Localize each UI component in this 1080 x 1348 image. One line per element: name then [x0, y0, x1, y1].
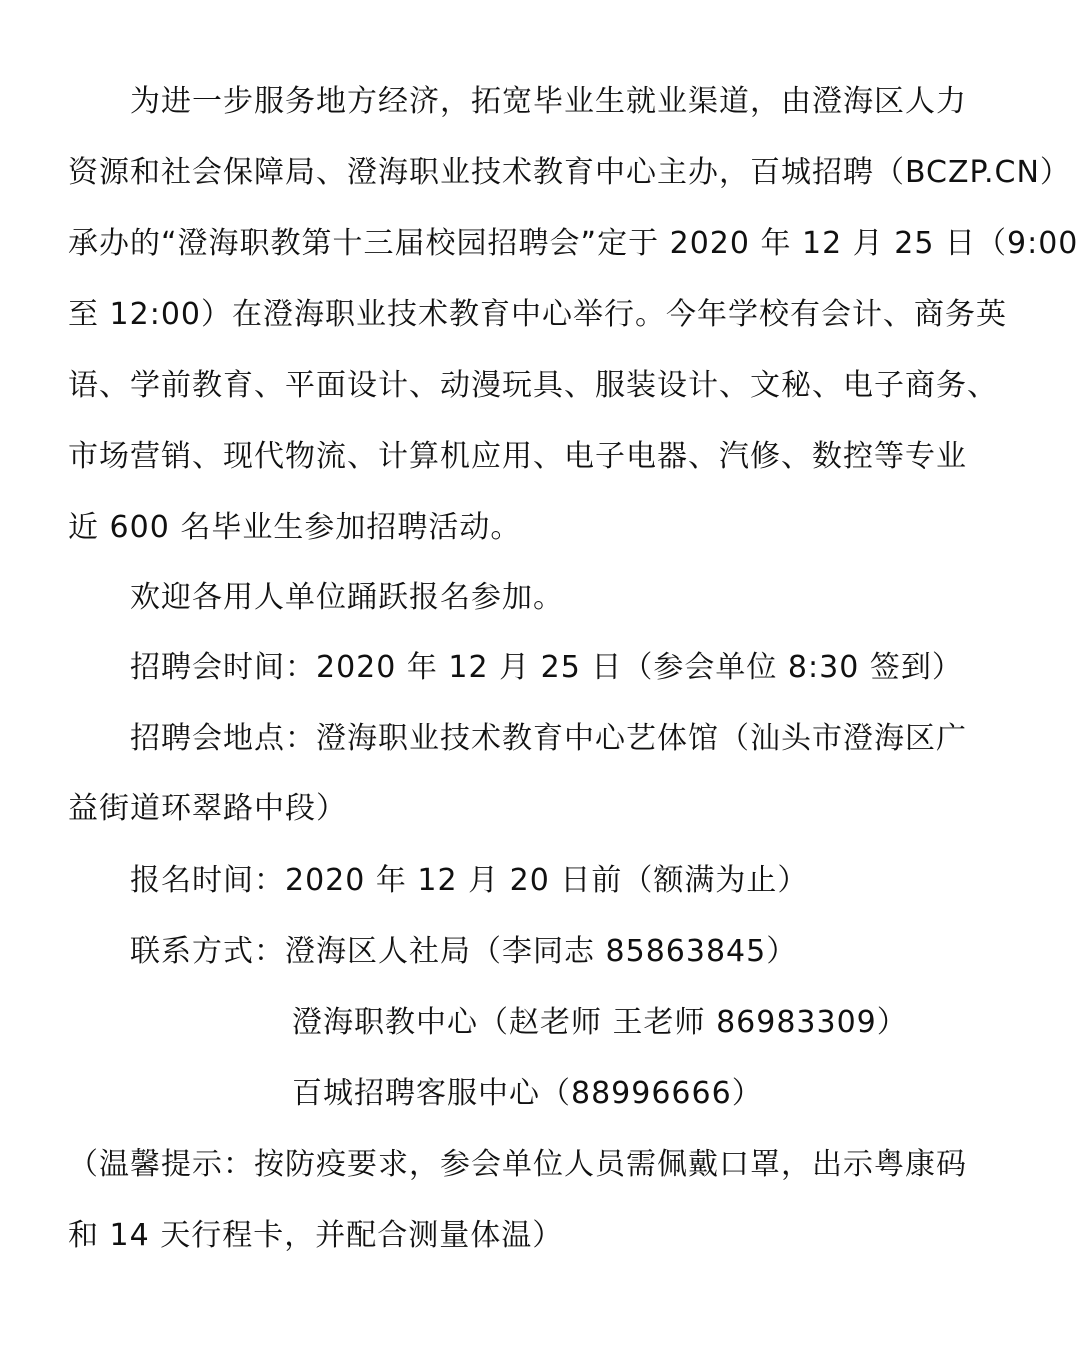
fair-location-line-2: 益街道环翠路中段） — [68, 791, 347, 826]
tip-line-2: 和 14 天行程卡，并配合测量体温） — [68, 1218, 564, 1253]
intro-line-3: 承办的“澄海职教第十三届校园招聘会”定于 2020 年 12 月 25 日（9:00 — [68, 226, 1079, 261]
tip-line-1: （温馨提示：按防疫要求，参会单位人员需佩戴口罩，出示粤康码 — [68, 1147, 967, 1182]
intro-line-7: 近 600 名毕业生参加招聘活动。 — [68, 510, 522, 545]
intro-line-4: 至 12:00）在澄海职业技术教育中心举行。今年学校有会计、商务英 — [68, 297, 1007, 332]
fair-time-line: 招聘会时间：2020 年 12 月 25 日（参会单位 8:30 签到） — [130, 650, 963, 685]
intro-line-5: 语、学前教育、平面设计、动漫玩具、服装设计、文秘、电子商务、 — [68, 368, 998, 403]
intro-line-1: 为进一步服务地方经济，拓宽毕业生就业渠道，由澄海区人力 — [130, 84, 967, 119]
intro-line-2: 资源和社会保障局、澄海职业技术教育中心主办，百城招聘（BCZP.CN） — [68, 155, 1071, 190]
registration-line: 报名时间：2020 年 12 月 20 日前（额满为止） — [130, 863, 809, 898]
contact-line-2: 澄海职教中心（赵老师 王老师 86983309） — [292, 1005, 908, 1040]
welcome-line: 欢迎各用人单位踊跃报名参加。 — [130, 580, 564, 615]
contact-line-3: 百城招聘客服中心（88996666） — [292, 1076, 763, 1111]
fair-location-line-1: 招聘会地点：澄海职业技术教育中心艺体馆（汕头市澄海区广 — [130, 721, 967, 756]
contact-line-1: 联系方式：澄海区人社局（李同志 85863845） — [130, 934, 798, 969]
intro-line-6: 市场营销、现代物流、计算机应用、电子电器、汽修、数控等专业 — [68, 439, 967, 474]
